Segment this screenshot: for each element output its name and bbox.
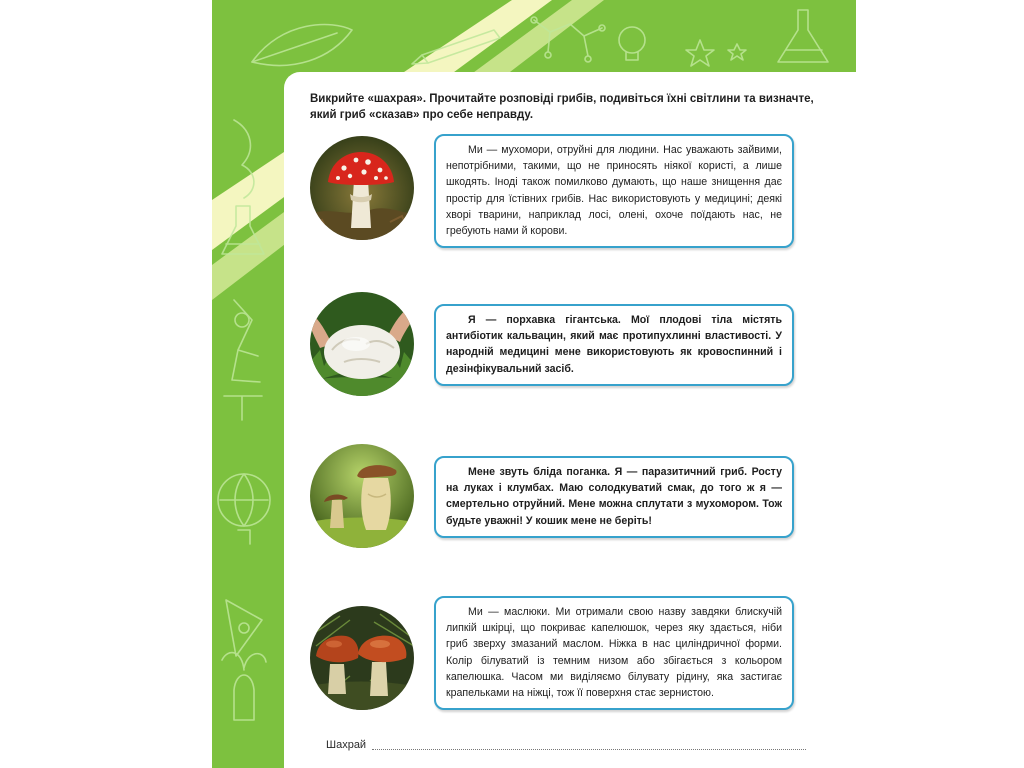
giant-puffball-photo bbox=[310, 292, 414, 396]
answer-field[interactable] bbox=[372, 749, 806, 750]
story-card-death-cap bbox=[434, 456, 794, 538]
story-card-slippery-jack bbox=[434, 596, 794, 710]
answer-label: Шахрай bbox=[326, 739, 367, 751]
cep-mushroom-photo bbox=[310, 444, 414, 548]
story-text: Мене звуть бліда поганка. Я — паразитичний гриб. Росту на луках і клумбах. Маю солодкуватий смак, до того ж я — смертельно отруйний. Мене можна сплутати з мухомором. Тож будьте уважні! У кошик мене не беріть! bbox=[446, 466, 782, 527]
answer-row bbox=[326, 736, 806, 752]
story-card-giant-puffball bbox=[434, 304, 794, 386]
task-instruction: Викрийте «шахрая». Прочитайте розповіді грибів, подивіться їхні світлини та визначте, який гриб «сказав» про себе неправду. bbox=[310, 93, 814, 121]
slippery-jack-photo bbox=[310, 606, 414, 710]
fly-agaric-photo bbox=[310, 136, 414, 240]
story-card-fly-agaric bbox=[434, 134, 794, 248]
story-text: Ми — мухомори, отруйні для людини. Нас уважають зайвими, непотрібними, такими, що не приносять ніякої користі, а лише шкодять. Іноді також помилково думають, що наше знищення дає простір для їстівних грибів. Нас використовують у медицині; деякі хворі тварини, наприклад лосі, олені, охоче поїдають нас, не гребують нами й корови. bbox=[446, 144, 782, 238]
story-text: Ми — маслюки. Ми отримали свою назву завдяки блискучій липкій шкірці, що покриває капелюшок, через яку здається, ніби гриб зверху змазаний маслом. Ніжка в нас циліндричної форми. Колір білуватий із темним низом або збігається з кольором капелюшка. Часом ми виділяємо білувату рідину, яка застигає крапельками на ніжці, тож її поверхня стає зернистою. bbox=[446, 606, 782, 700]
story-text: Я — порхавка гігантська. Мої плодові тіла містять антибіотик кальвацин, який має протипухлинні властивості. У народній медицині мене використовують як кровоспинний і дезінфікувальний засіб. bbox=[446, 314, 782, 375]
